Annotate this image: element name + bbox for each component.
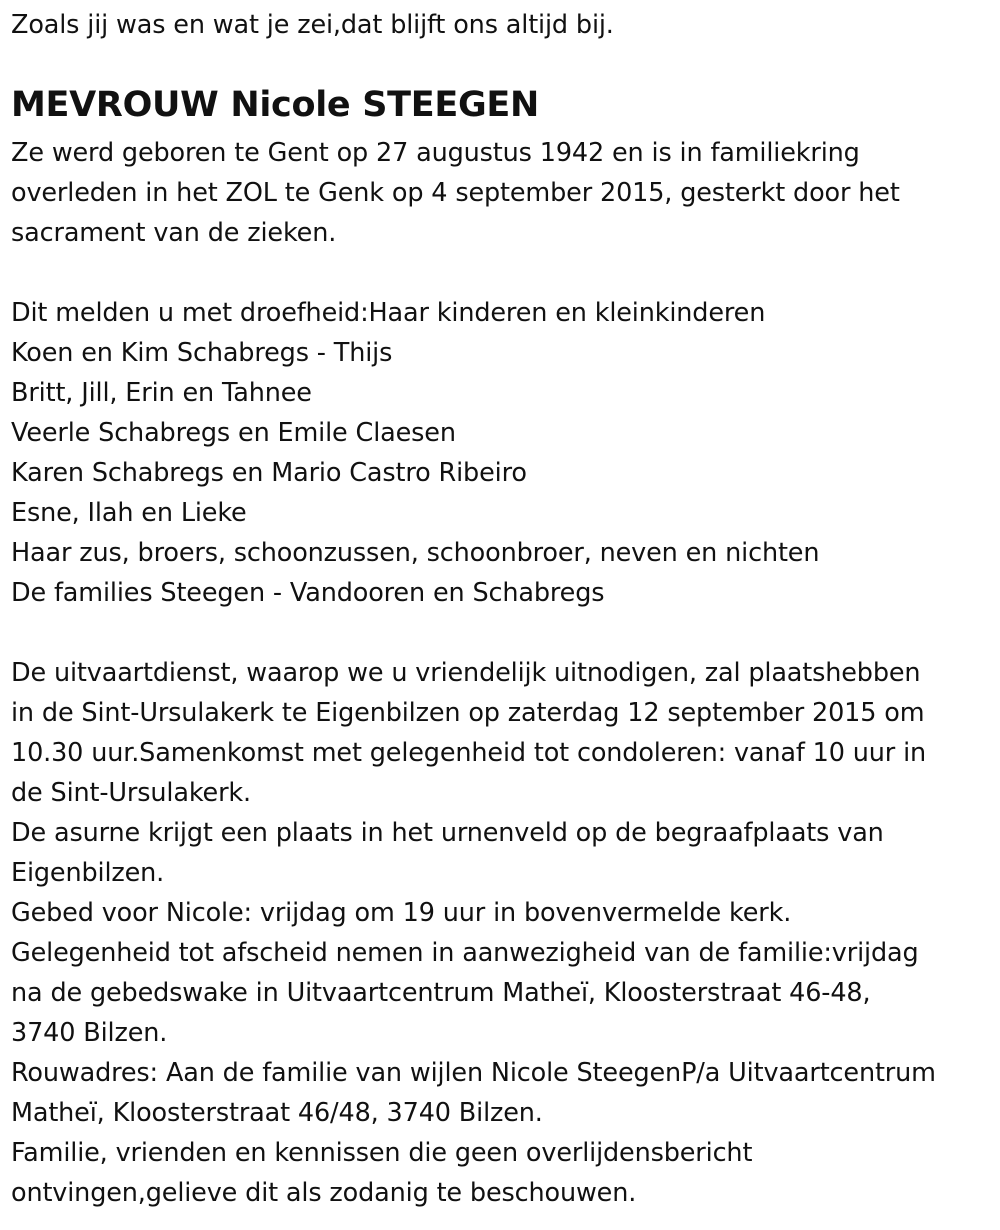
family-announcement <box>11 293 819 613</box>
urn-placement-line: De asurne krijgt een plaats in het urnenveld op de begraafplaats van <box>11 818 884 848</box>
family-line: Britt, Jill, Erin en Tahnee <box>11 378 312 408</box>
mourning-address-line: Rouwadres: Aan de familie van wijlen Nicole SteegenP/a Uitvaartcentrum <box>11 1058 936 1088</box>
mourning-address-line: Matheï, Kloosterstraat 46/48, 3740 Bilzen. <box>11 1098 543 1128</box>
family-line: Esne, Ilah en Lieke <box>11 498 247 528</box>
prayer-line: Gebed voor Nicole: vrijdag om 19 uur in bovenvermelde kerk. <box>11 898 792 928</box>
closing-note-line: ontvingen,gelieve dit als zodanig te beschouwen. <box>11 1178 637 1208</box>
family-line: De families Steegen - Vandooren en Schabregs <box>11 578 605 608</box>
family-line: Dit melden u met droefheid:Haar kinderen en kleinkinderen <box>11 298 766 328</box>
intro-line: Ze werd geboren te Gent op 27 augustus 1942 en is in familiekring <box>11 138 860 168</box>
intro-paragraph <box>11 133 900 253</box>
family-line: Haar zus, broers, schoonzussen, schoonbroer, neven en nichten <box>11 538 820 568</box>
deceased-name-heading: MEVROUW Nicole STEEGEN <box>11 85 539 125</box>
funeral-service-line: in de Sint-Ursulakerk te Eigenbilzen op zaterdag 12 september 2015 om <box>11 698 925 728</box>
funeral-details <box>11 653 936 1213</box>
closing-note-line: Familie, vrienden en kennissen die geen overlijdensbericht <box>11 1138 753 1168</box>
family-line: Karen Schabregs en Mario Castro Ribeiro <box>11 458 527 488</box>
funeral-service-line: De uitvaartdienst, waarop we u vriendelijk uitnodigen, zal plaatshebben <box>11 658 921 688</box>
family-line: Veerle Schabregs en Emile Claesen <box>11 418 456 448</box>
farewell-line: 3740 Bilzen. <box>11 1018 168 1048</box>
urn-placement-line: Eigenbilzen. <box>11 858 165 888</box>
funeral-service-line: de Sint-Ursulakerk. <box>11 778 251 808</box>
funeral-service-line: 10.30 uur.Samenkomst met gelegenheid tot condoleren: vanaf 10 uur in <box>11 738 927 768</box>
family-line: Koen en Kim Schabregs - Thijs <box>11 338 393 368</box>
motto-text: Zoals jij was en wat je zei,dat blijft ons altijd bij. <box>11 10 614 40</box>
farewell-line: na de gebedswake in Uitvaartcentrum Matheï, Kloosterstraat 46-48, <box>11 978 871 1008</box>
farewell-line: Gelegenheid tot afscheid nemen in aanwezigheid van de familie:vrijdag <box>11 938 919 968</box>
intro-line: overleden in het ZOL te Genk op 4 september 2015, gesterkt door het <box>11 178 900 208</box>
intro-line: sacrament van de zieken. <box>11 218 337 248</box>
